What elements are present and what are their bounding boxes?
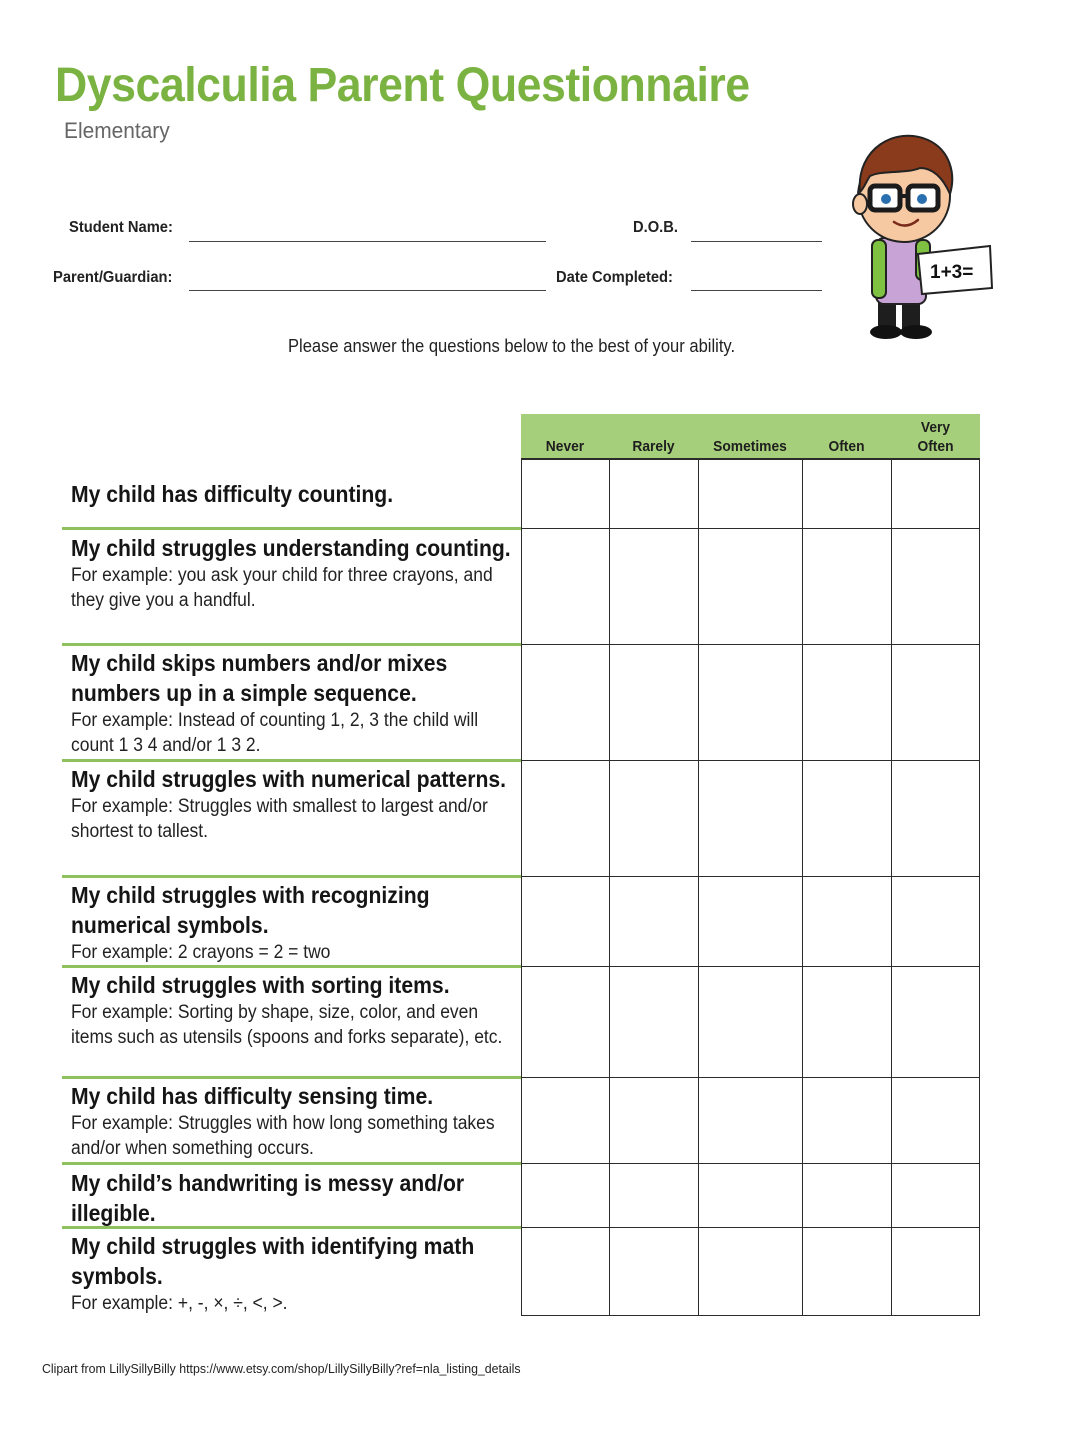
grid-line — [521, 966, 980, 967]
answer-cell-q1-sometimes[interactable] — [700, 460, 801, 527]
answer-cell-q4-often[interactable] — [804, 762, 890, 875]
grid-line — [521, 1163, 980, 1164]
question-separator — [62, 965, 521, 968]
question-example: For example: Struggles with smallest to largest and/or shortest to tallest. — [71, 796, 488, 842]
question-2 — [71, 533, 531, 613]
question-example: For example: 2 crayons = 2 = two — [71, 942, 331, 963]
sign-text: 1+3= — [930, 262, 974, 283]
question-example: For example: Sorting by shape, size, color, and even items such as utensils (spoons and forks separate), etc. — [71, 1002, 503, 1048]
answer-cell-q8-rarely[interactable] — [611, 1165, 697, 1226]
question-text: My child struggles with identifying math symbols. — [71, 1233, 475, 1289]
boy-clipart-illustration — [826, 118, 996, 348]
scale-very-often-line2: Often — [917, 438, 954, 455]
answer-cell-q8-never[interactable] — [523, 1165, 608, 1226]
answer-cell-q3-very-often[interactable] — [893, 646, 978, 759]
answer-cell-q8-sometimes[interactable] — [700, 1165, 801, 1226]
answer-cell-q1-never[interactable] — [523, 460, 608, 527]
date-completed-label: Date Completed: — [556, 269, 673, 286]
answer-cell-q7-often[interactable] — [804, 1079, 890, 1162]
answer-cell-q9-rarely[interactable] — [611, 1229, 697, 1314]
grid-line — [609, 458, 610, 1316]
grid-line — [521, 1315, 980, 1316]
grid-line — [698, 458, 699, 1316]
question-text: My child skips numbers and/or mixes numbers up in a simple sequence. — [71, 650, 448, 706]
answer-cell-q6-often[interactable] — [804, 968, 890, 1076]
dob-field[interactable] — [691, 241, 822, 242]
answer-cell-q1-rarely[interactable] — [611, 460, 697, 527]
scale-very-often — [895, 418, 977, 456]
parent-guardian-field[interactable] — [189, 290, 546, 291]
answer-cell-q5-sometimes[interactable] — [700, 878, 801, 965]
answer-cell-q2-never[interactable] — [523, 530, 608, 643]
grid-line — [521, 644, 980, 645]
grid-line — [521, 1227, 980, 1228]
answer-cell-q9-very-often[interactable] — [893, 1229, 978, 1314]
grid-line — [521, 760, 980, 761]
question-text: My child’s handwriting is messy and/or illegible. — [71, 1170, 465, 1226]
scale-very-often-line1: Very — [920, 419, 951, 436]
question-example: For example: you ask your child for three crayons, and they give you a handful. — [71, 565, 493, 611]
question-example: For example: Struggles with how long something takes and/or when something occurs. — [71, 1113, 495, 1159]
question-example: For example: Instead of counting 1, 2, 3 the child will count 1 3 4 and/or 1 3 2. — [71, 710, 479, 756]
grid-line — [979, 458, 980, 1316]
question-7 — [71, 1081, 531, 1161]
question-separator — [62, 1076, 521, 1079]
answer-cell-q5-never[interactable] — [523, 878, 608, 965]
answer-cell-q4-very-often[interactable] — [893, 762, 978, 875]
answer-cell-q3-never[interactable] — [523, 646, 608, 759]
grid-line — [802, 458, 803, 1316]
answer-cell-q4-never[interactable] — [523, 762, 608, 875]
page-title: Dyscalculia Parent Questionnaire — [55, 59, 750, 112]
student-name-label: Student Name: — [69, 219, 173, 236]
grid-line — [521, 1077, 980, 1078]
dob-label: D.O.B. — [633, 219, 678, 236]
question-separator — [62, 643, 521, 646]
footer-credit: Clipart from LillySillyBilly https://www.etsy.com/shop/LillySillyBilly?ref=nla_listing_details — [42, 1361, 521, 1376]
date-completed-field[interactable] — [691, 290, 822, 291]
answer-cell-q8-often[interactable] — [804, 1165, 890, 1226]
answer-cell-q3-rarely[interactable] — [611, 646, 697, 759]
answer-cell-q6-rarely[interactable] — [611, 968, 697, 1076]
answer-cell-q9-often[interactable] — [804, 1229, 890, 1314]
answer-cell-q5-very-often[interactable] — [893, 878, 978, 965]
answer-cell-q2-often[interactable] — [804, 530, 890, 643]
question-8 — [71, 1168, 531, 1228]
answer-cell-q3-often[interactable] — [804, 646, 890, 759]
answer-cell-q5-rarely[interactable] — [611, 878, 697, 965]
question-text: My child struggles with numerical patterns. — [71, 766, 507, 792]
answer-cell-q1-often[interactable] — [804, 460, 890, 527]
question-1 — [71, 479, 531, 509]
question-3 — [71, 648, 531, 758]
answer-cell-q9-sometimes[interactable] — [700, 1229, 801, 1314]
instructions-text: Please answer the questions below to the best of your ability. — [288, 336, 736, 356]
answer-cell-q6-very-often[interactable] — [893, 968, 978, 1076]
answer-cell-q2-very-often[interactable] — [893, 530, 978, 643]
answer-cell-q7-very-often[interactable] — [893, 1079, 978, 1162]
answer-cell-q6-never[interactable] — [523, 968, 608, 1076]
answer-cell-q2-sometimes[interactable] — [700, 530, 801, 643]
question-separator — [62, 759, 521, 762]
question-text: My child has difficulty counting. — [71, 481, 394, 507]
answer-cell-q2-rarely[interactable] — [611, 530, 697, 643]
answer-cell-q4-sometimes[interactable] — [700, 762, 801, 875]
question-9 — [71, 1231, 531, 1316]
grid-line — [521, 528, 980, 529]
answer-cell-q1-very-often[interactable] — [893, 460, 978, 527]
answer-cell-q6-sometimes[interactable] — [700, 968, 801, 1076]
answer-cell-q3-sometimes[interactable] — [700, 646, 801, 759]
question-separator — [62, 1162, 521, 1165]
question-separator — [62, 527, 521, 530]
scale-never: Never — [545, 438, 585, 455]
grid-line — [891, 458, 892, 1316]
answer-cell-q9-never[interactable] — [523, 1229, 608, 1314]
grid-line — [521, 876, 980, 877]
question-text: My child struggles understanding counting. — [71, 535, 511, 561]
question-4 — [71, 764, 531, 844]
answer-cell-q8-very-often[interactable] — [893, 1165, 978, 1226]
answer-cell-q4-rarely[interactable] — [611, 762, 697, 875]
answer-cell-q7-never[interactable] — [523, 1079, 608, 1162]
answer-cell-q7-rarely[interactable] — [611, 1079, 697, 1162]
scale-rarely: Rarely — [632, 438, 675, 455]
question-6 — [71, 970, 531, 1050]
scale-often: Often — [828, 438, 865, 455]
question-text: My child has difficulty sensing time. — [71, 1083, 434, 1109]
student-name-field[interactable] — [189, 241, 546, 242]
question-text: My child struggles with recognizing numerical symbols. — [71, 882, 430, 938]
answer-cell-q7-sometimes[interactable] — [700, 1079, 801, 1162]
answer-cell-q5-often[interactable] — [804, 878, 890, 965]
parent-guardian-label: Parent/Guardian: — [53, 269, 173, 286]
rating-scale-header — [521, 414, 980, 460]
page-subtitle: Elementary — [64, 118, 170, 143]
scale-sometimes: Sometimes — [713, 438, 787, 455]
question-separator — [62, 875, 521, 878]
question-5 — [71, 880, 531, 965]
question-text: My child struggles with sorting items. — [71, 972, 450, 998]
question-example: For example: +, -, ×, ÷, <, >. — [71, 1293, 288, 1314]
